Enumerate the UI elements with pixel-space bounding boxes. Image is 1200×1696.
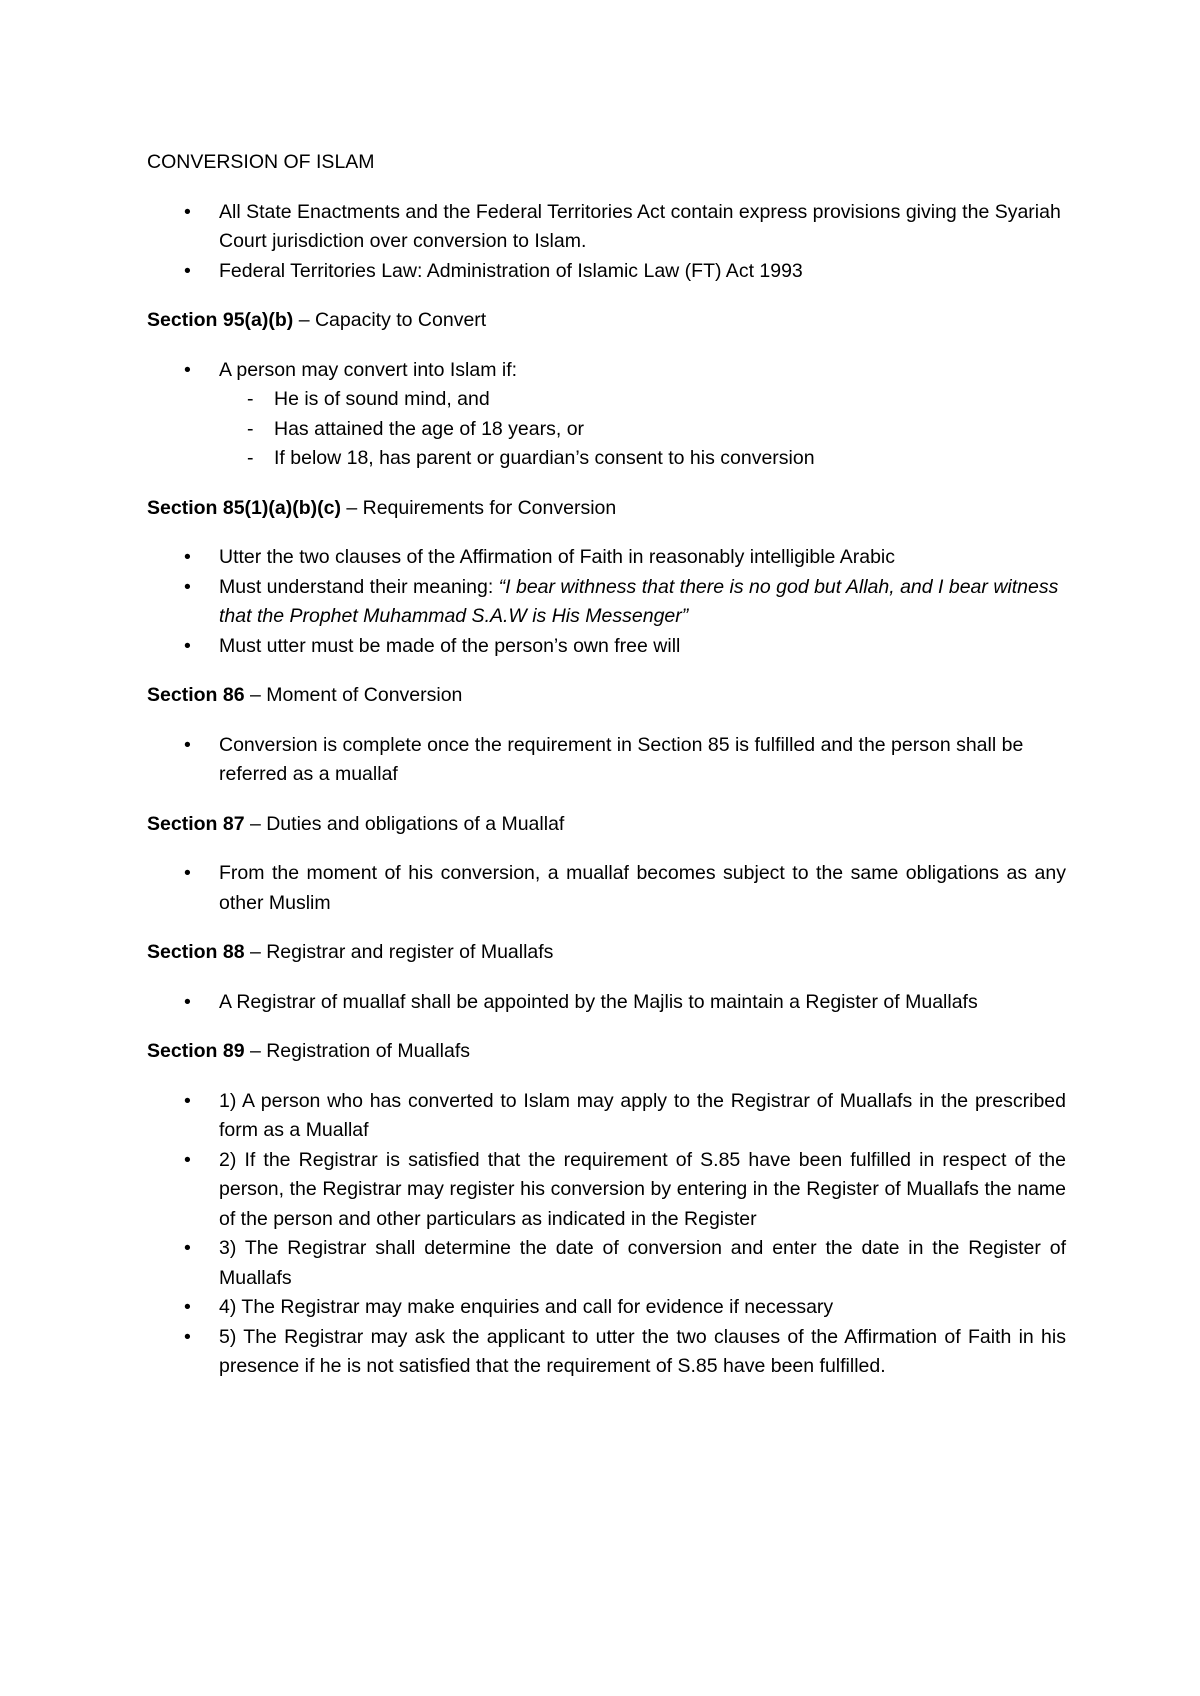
- list-item: [219, 356, 1066, 474]
- list-item-text: Must understand their meaning:: [219, 575, 499, 598]
- list-item: • From the moment of his conversion, a muallaf becomes subject to the same obligations as any other Muslim: [219, 859, 1066, 918]
- condition-item: - Has attained the age of 18 years, or: [274, 415, 1066, 445]
- conditions-list: [219, 385, 1066, 474]
- document-title: CONVERSION OF ISLAM: [147, 151, 375, 173]
- section-ref: Section 86: [147, 684, 245, 706]
- section-87-heading: [147, 810, 1066, 840]
- list-item: • A Registrar of muallaf shall be appointed by the Majlis to maintain a Register of Muallafs: [219, 988, 1066, 1018]
- section-88-list: [147, 988, 1066, 1018]
- section-89-heading: [147, 1037, 1066, 1067]
- section-title: – Duties and obligations of a Muallaf: [244, 812, 565, 835]
- section-ref: Section 95(a)(b): [147, 309, 294, 331]
- list-item: • Conversion is complete once the requirement in Section 85 is fulfilled and the person shall be referred as a muallaf: [219, 731, 1066, 790]
- list-item: • 5) The Registrar may ask the applicant to utter the two clauses of the Affirmation of Faith in his presence if he is not satisfied that the requirement of S.85 have been fulfilled.: [219, 1323, 1066, 1382]
- list-item: • 1) A person who has converted to Islam may apply to the Registrar of Muallafs in the prescribed form as a Muallaf: [219, 1087, 1066, 1146]
- intro-list: [147, 198, 1066, 287]
- section-title: – Requirements for Conversion: [340, 496, 617, 519]
- list-item: [219, 573, 1066, 632]
- section-95-heading: [147, 306, 1066, 336]
- section-ref: Section 89: [147, 1040, 245, 1062]
- section-title: – Moment of Conversion: [244, 684, 463, 706]
- list-item: • 4) The Registrar may make enquiries and call for evidence if necessary: [219, 1293, 1066, 1323]
- list-item: • All State Enactments and the Federal Territories Act contain express provisions giving the Syariah Court jurisdiction over conversion to Islam.: [219, 198, 1066, 257]
- condition-item: - He is of sound mind, and: [274, 385, 1066, 415]
- section-ref: Section 85(1)(a)(b)(c): [147, 496, 341, 519]
- section-89-list: [147, 1087, 1066, 1382]
- section-86-heading: [147, 681, 1066, 711]
- section-85-heading: [147, 494, 1066, 524]
- list-item: • 2) If the Registrar is satisfied that the requirement of S.85 have been fulfilled in respect of the person, the Registrar may register his conversion by entering in the Register of Muallafs the name of the person and other particulars as indicated in the Register: [219, 1146, 1066, 1235]
- condition-item: - If below 18, has parent or guardian’s consent to his conversion: [274, 444, 1066, 474]
- section-86-list: [147, 731, 1066, 790]
- list-item: • Federal Territories Law: Administration of Islamic Law (FT) Act 1993: [219, 257, 1066, 287]
- section-95-list: [147, 356, 1066, 474]
- section-ref: Section 88: [147, 941, 245, 963]
- section-85-list: [147, 543, 1066, 661]
- section-87-list: [147, 859, 1066, 918]
- list-item-text: A person may convert into Islam if:: [219, 358, 518, 381]
- list-item: • 3) The Registrar shall determine the date of conversion and enter the date in the Register of Muallafs: [219, 1234, 1066, 1293]
- affirmation-quote: “I bear withness that there is no god but Allah, and I bear witness that the Prophet Muhammad S.A.W is His Messenger”: [219, 575, 1059, 627]
- section-title: – Registrar and register of Muallafs: [244, 941, 554, 963]
- section-ref: Section 87: [147, 812, 245, 835]
- list-item: • Must utter must be made of the person’s own free will: [219, 632, 1066, 662]
- section-88-heading: [147, 938, 1066, 968]
- section-title: – Registration of Muallafs: [244, 1040, 470, 1062]
- list-item: • Utter the two clauses of the Affirmation of Faith in reasonably intelligible Arabic: [219, 543, 1066, 573]
- section-title: – Capacity to Convert: [293, 309, 487, 331]
